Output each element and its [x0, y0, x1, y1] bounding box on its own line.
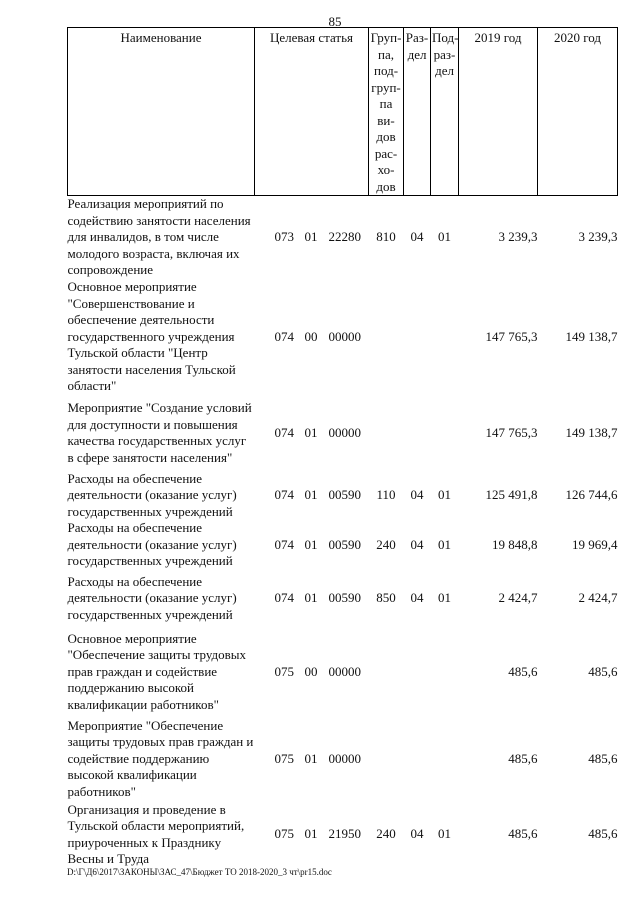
amount-2019: 3 239,3 [498, 229, 538, 244]
target-code-part-1: 07 [274, 328, 288, 344]
expense-group-code [369, 628, 404, 717]
amount-2019: 485,6 [508, 826, 538, 842]
row-name: Расходы на обеспечение деятельности (оказание услуг) государственных учреждений [67, 573, 237, 622]
amount-2019: 485,6 [508, 750, 538, 766]
section-code [404, 717, 431, 802]
subsection-code [431, 717, 459, 802]
expense-group-code [369, 279, 404, 396]
expense-group-code: 810 [376, 229, 396, 244]
amount-2020: 149 138,7 [565, 424, 618, 440]
header-2019: 2019 год [459, 28, 538, 196]
target-code-part-3: 01 [304, 750, 318, 766]
subsection-code [431, 279, 459, 396]
expense-group-code [369, 717, 404, 802]
target-code-part-1: 07 [274, 590, 288, 606]
amount-2019: 147 765,3 [485, 424, 538, 440]
table-row [68, 279, 618, 396]
target-code-part-4: 00590 [328, 590, 361, 606]
target-code-part-1: 07 [274, 424, 288, 440]
target-code-part-1: 07 [274, 536, 288, 552]
amount-2020: 2 424,7 [578, 590, 618, 606]
target-code-part-3: 01 [304, 487, 318, 502]
table-row [68, 520, 618, 570]
row-name: Организация и проведение в Тульской области мероприятий, приуроченных к Празднику Весны и Труда [67, 801, 245, 866]
amount-2020: 485,6 [588, 826, 618, 842]
target-code-part-4: 00000 [328, 328, 361, 344]
row-name: Мероприятие "Создание условий для доступности и повышения качества государственных услуг в сфере занятости населения" [67, 400, 252, 465]
section-code: 04 [410, 590, 424, 606]
subsection-code [431, 628, 459, 717]
file-path-footer: D:\Г\Д6\2017\ЗАКОНЫ\ЗАС_47\Бюджет ТО 2018-2020_3 чт\pr15.doc [67, 867, 332, 877]
row-name: Расходы на обеспечение деятельности (оказание услуг) государственных учреждений [67, 470, 237, 519]
target-code-part-4: 21950 [328, 826, 361, 842]
target-code-part-2: 4 [287, 536, 294, 552]
section-code: 04 [410, 826, 424, 842]
subsection-code [431, 396, 459, 471]
row-name: Реализация мероприятий по содействию занятости населения для инвалидов, в том числе молодого возраста, включая их сопровождение [67, 196, 251, 277]
section-code [404, 628, 431, 717]
subsection-code: 01 [438, 590, 452, 606]
target-code-part-1: 07 [274, 487, 288, 502]
target-code-part-3: 01 [304, 229, 318, 244]
section-code: 04 [410, 536, 424, 552]
header-name: Наименование [68, 28, 255, 196]
target-code-part-2: 5 [287, 663, 294, 679]
target-code-part-1: 07 [274, 663, 288, 679]
target-code-part-3: 01 [304, 826, 318, 842]
target-code-part-2: 4 [287, 424, 294, 440]
header-subsection: Под- раз- дел [431, 28, 459, 196]
amount-2020: 485,6 [588, 663, 618, 679]
table-row [68, 802, 618, 868]
target-code-part-3: 00 [304, 663, 318, 679]
expense-group-code [369, 396, 404, 471]
target-code-part-3: 01 [304, 424, 318, 440]
table-row [68, 628, 618, 717]
page-number: 85 [328, 14, 342, 29]
table-row [68, 570, 618, 628]
target-code-part-3: 00 [304, 328, 318, 344]
section-code [404, 279, 431, 396]
subsection-code: 01 [438, 487, 452, 502]
expense-group-code: 850 [376, 590, 396, 606]
amount-2019: 125 491,8 [485, 487, 538, 502]
target-code-part-4: 00000 [328, 663, 361, 679]
section-code: 04 [410, 229, 424, 244]
header-section: Раз- дел [404, 28, 431, 196]
table-row [68, 717, 618, 802]
header-expense-group: Груп- па, под- груп- па ви- дов рас- хо- дов [369, 28, 404, 196]
amount-2020: 126 744,6 [565, 487, 618, 502]
amount-2019: 19 848,8 [492, 536, 538, 552]
expense-group-code: 240 [376, 536, 396, 552]
amount-2019: 147 765,3 [485, 328, 538, 344]
target-code-part-4: 00590 [328, 536, 361, 552]
header-2020: 2020 год [538, 28, 618, 196]
table-header-row [68, 28, 618, 196]
table-row [68, 396, 618, 471]
target-code-part-4: 22280 [328, 229, 361, 244]
target-code-part-2: 5 [287, 750, 294, 766]
amount-2020: 19 969,4 [572, 536, 618, 552]
subsection-code: 01 [438, 536, 452, 552]
target-code-part-1: 07 [274, 750, 288, 766]
amount-2019: 2 424,7 [498, 590, 538, 606]
target-code-part-3: 01 [304, 536, 318, 552]
section-code [404, 396, 431, 471]
budget-table [67, 27, 618, 868]
target-code-part-1: 07 [274, 229, 288, 244]
section-code: 04 [410, 487, 424, 502]
row-name: Расходы на обеспечение деятельности (оказание услуг) государственных учреждений [67, 520, 237, 568]
row-name: Основное мероприятие "Обеспечение защиты трудовых прав граждан и содействие поддержанию высокой квалификации работников" [67, 630, 247, 712]
table-row [68, 196, 618, 279]
amount-2020: 149 138,7 [565, 328, 618, 344]
row-name: Основное мероприятие "Совершенствование и обеспечение деятельности государственного учреждения Тульской области "Центр занятости населения Тульской области" [67, 279, 236, 394]
header-target-article: Целевая статья [255, 28, 369, 196]
target-code-part-3: 01 [304, 590, 318, 606]
expense-group-code: 110 [376, 487, 396, 502]
target-code-part-4: 00000 [328, 424, 361, 440]
row-name: Мероприятие "Обеспечение защиты трудовых прав граждан и содействие поддержанию высокой квалификации работников" [67, 717, 254, 799]
target-code-part-2: 3 [287, 229, 294, 244]
target-code-part-2: 4 [287, 590, 294, 606]
target-code-part-1: 07 [274, 826, 288, 842]
amount-2020: 3 239,3 [578, 229, 618, 244]
subsection-code: 01 [438, 826, 452, 842]
amount-2020: 485,6 [588, 750, 618, 766]
expense-group-code: 240 [376, 826, 396, 842]
target-code-part-4: 00590 [328, 487, 361, 502]
subsection-code: 01 [438, 229, 452, 244]
amount-2019: 485,6 [508, 663, 538, 679]
target-code-part-2: 4 [287, 487, 294, 502]
target-code-part-2: 5 [287, 826, 294, 842]
target-code-part-4: 00000 [328, 750, 361, 766]
table-row [68, 471, 618, 521]
target-code-part-2: 4 [287, 328, 294, 344]
